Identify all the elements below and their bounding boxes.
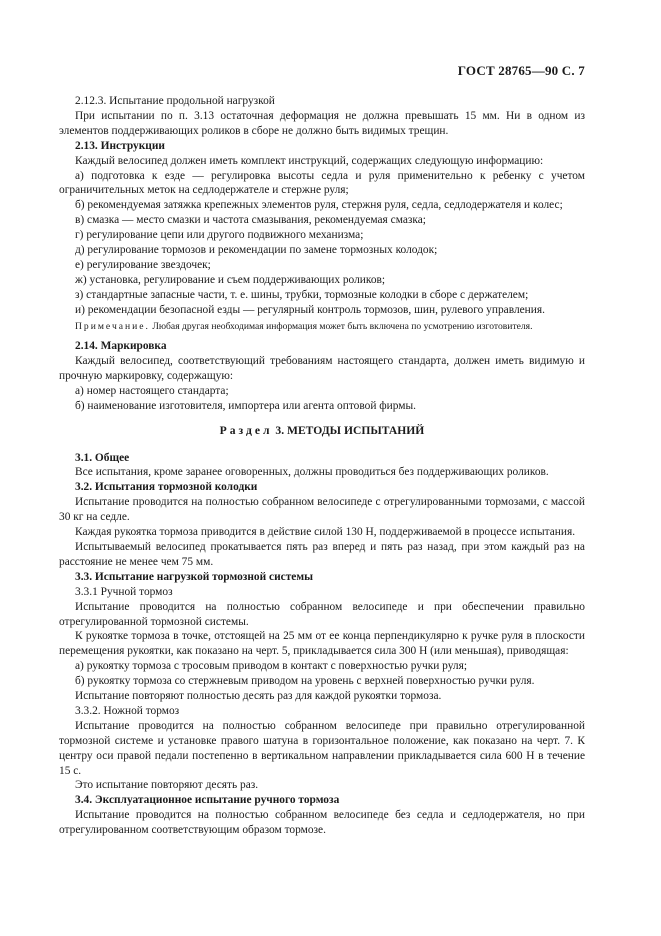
clause-3-1-heading: 3.1. Общее: [75, 451, 130, 464]
clause-3-3-2-title: 3.3.2. Ножной тормоз: [75, 704, 180, 717]
section-word: Раздел: [219, 423, 273, 437]
list-item: з) стандартные запасные части, т. е. шины, трубки, тормозные колодки в сборе с держателем;: [75, 288, 529, 301]
clause-3-3-1-text-2: К рукоятке тормоза в точке, отстоящей на 25 мм от ее конца перпендикулярно к ручке руля в плоскости перемещения рукоятки, как показано на черт. 5, прикладывается сила 300 Н (или меньшая), приводящая:: [59, 630, 585, 658]
clause-2-12-3-text: При испытании по п. 3.13 остаточная деформация не должна превышать 15 мм. Ни в одном из элементов поддерживающих роликов в сборе не должно быть видимых трещин.: [59, 109, 585, 137]
clause-3-3-heading: 3.3. Испытание нагрузкой тормозной системы: [75, 570, 314, 583]
clause-3-4-heading: 3.4. Эксплуатационное испытание ручного тормоза: [75, 794, 340, 807]
list-item: б) наименование изготовителя, импортера или агента оптовой фирмы.: [75, 399, 417, 412]
list-item: а) номер настоящего стандарта;: [75, 384, 229, 397]
list-item: г) регулирование цепи или другого подвижного механизма;: [75, 229, 364, 242]
clause-2-14-heading: 2.14. Маркировка: [75, 340, 167, 353]
list-item: е) регулирование звездочек;: [75, 258, 211, 271]
clause-3-3-1-text-3: Испытание повторяют полностью десять раз для каждой рукоятки тормоза.: [75, 690, 442, 703]
clause-3-2-heading: 3.2. Испытания тормозной колодки: [75, 481, 258, 494]
clause-3-1-text: Все испытания, кроме заранее оговоренных, должны проводиться без поддерживающих роликов.: [75, 466, 549, 479]
note-text: Любая другая необходимая информация может быть включена по усмотрению изготовителя.: [152, 320, 533, 332]
clause-2-12-3-title: 2.12.3. Испытание продольной нагрузкой: [75, 95, 275, 107]
clause-2-13-heading: 2.13. Инструкции: [75, 139, 165, 152]
note: [59, 321, 585, 334]
list-item: и) рекомендации безопасной езды — регулярный контроль тормозов, шин, рулевого управления.: [75, 303, 545, 316]
clause-3-3-2-text-1: Испытание проводится на полностью собранном велосипеде при правильно отрегулированной тормозной системе и установке правого шатуна в горизонтальное положение, как показано на черт. 7. К центру оси правой педали постепенно в вертикальном направлении прикладывается сила 600 Н в течение 15 с.: [59, 719, 585, 777]
clause-3-2-text-2: Каждая рукоятка тормоза приводится в действие силой 130 Н, поддерживаемой в процессе испытания.: [75, 526, 576, 539]
clause-2-13-intro: Каждый велосипед должен иметь комплект инструкций, содержащих следующую информацию:: [75, 154, 544, 167]
clause-3-3-1-title: 3.3.1 Ручной тормоз: [75, 585, 173, 598]
clause-3-2-text-1: Испытание проводится на полностью собранном велосипеде с отрегулированными тормозами, с массой 30 кг на седле.: [59, 496, 585, 524]
list-item: б) рекомендуемая затяжка крепежных элементов руля, стержня руля, седла, седлодержателя и колес;: [75, 199, 563, 212]
clause-3-4-text: Испытание проводится на полностью собранном велосипеде без седла и седлодержателя, но при отрегулированном соответствующим образом тормозе.: [59, 809, 585, 837]
section-name: 3. МЕТОДЫ ИСПЫТАНИЙ: [275, 423, 425, 437]
list-item: б) рукоятку тормоза со стержневым приводом на уровень с верхней поверхностью ручки руля.: [75, 675, 535, 688]
clause-2-14-intro: Каждый велосипед, соответствующий требованиям настоящего стандарта, должен иметь видимую и прочную маркировку, содержащую:: [59, 355, 585, 382]
section-3-title: [59, 424, 585, 439]
clause-3-2-text-3: Испытываемый велосипед прокатывается пять раз вперед и пять раз назад, при этом каждый раз на расстояние не менее чем 75 мм.: [59, 540, 585, 568]
list-item: в) смазка — место смазки и частота смазывания, рекомендуемая смазка;: [75, 214, 426, 227]
list-item: ж) установка, регулирование и съем поддерживающих роликов;: [75, 273, 386, 286]
list-item: а) рукоятку тормоза с тросовым приводом в контакт с поверхностью ручки руля;: [75, 660, 468, 673]
page-header: ГОСТ 28765—90 С. 7: [457, 63, 585, 78]
document-body: [59, 94, 585, 838]
clause-3-3-2-text-2: Это испытание повторяют десять раз.: [75, 779, 259, 792]
clause-3-3-1-text-1: Испытание проводится на полностью собранном велосипеде и при обеспечении правильно отрегулированной тормозной системы.: [59, 600, 585, 628]
list-item: а) подготовка к езде — регулировка высоты седла и руля применительно к ребенку с учетом ограничительных меток на седлодержателе и стержне руля;: [59, 169, 585, 197]
note-label: Примечание.: [75, 320, 150, 332]
list-item: д) регулирование тормозов и рекомендации по замене тормозных колодок;: [75, 244, 438, 257]
